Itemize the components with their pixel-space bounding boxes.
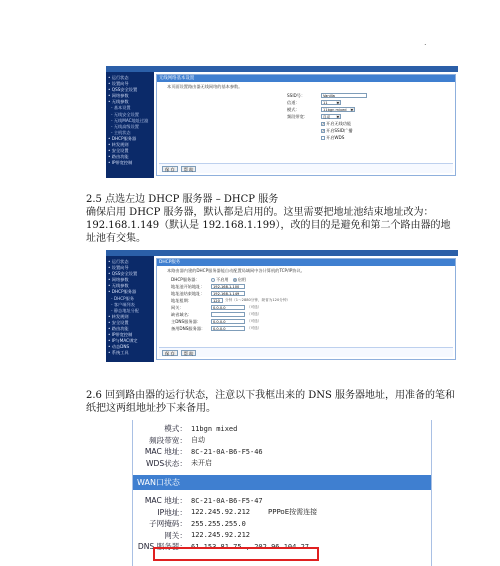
domain-label: 缺省域名： <box>171 311 192 317</box>
sidebar-item[interactable]: • IP与MAC绑定 <box>108 338 138 344</box>
sidebar-item[interactable]: - 静态地址分配 <box>111 307 139 313</box>
wireless-toggle-row <box>287 120 455 127</box>
save-button[interactable]: 保 存 <box>162 166 178 172</box>
dns1-row <box>171 318 455 325</box>
panel-title: 无线网络基本设置 <box>157 75 455 82</box>
wireless-basic-panel <box>156 74 456 176</box>
lease-input[interactable]: 120 <box>211 298 223 303</box>
mode-label: 模式： <box>287 106 300 112</box>
gateway-label: 网关： <box>171 304 184 310</box>
sidebar-item[interactable]: • IP带宽控制 <box>108 160 133 166</box>
mode-select[interactable] <box>321 107 355 112</box>
dns2-optional: （可选） <box>247 326 262 330</box>
channel-row <box>287 99 455 106</box>
panel-intro: 本页面设置路由器无线网络的基本参数。 <box>167 84 243 89</box>
ssid-input[interactable]: Vanilla <box>321 93 367 98</box>
dhcp-on-label: 启用 <box>237 276 246 282</box>
section-2-5-body: 确保启用 DHCP 服务器，默认都是启用的。这里需要把地址池结束地址改为：192.168.1.149（默认是 192.168.1.199），改的目的是避免和第二个路由器的地址池有交集。 <box>86 207 451 244</box>
mode-value: 11bgn mixed <box>323 107 347 112</box>
status-bandwidth-label: 频段带宽： <box>149 435 187 445</box>
pool-start-row <box>171 283 455 290</box>
status-bandwidth-row <box>133 435 431 447</box>
wan-mask-value: 255.255.255.0 <box>191 519 246 528</box>
sidebar-item[interactable]: - DHCP服务 <box>111 295 135 301</box>
status-wds-value: 未开启 <box>191 459 212 468</box>
channel-select[interactable] <box>321 100 341 105</box>
status-mode-row <box>133 423 431 435</box>
dns2-row <box>171 325 455 332</box>
router-status-screenshot <box>132 420 432 566</box>
status-mode-label: 模式： <box>164 424 187 434</box>
sidebar-item[interactable]: • DHCP服务器 <box>108 289 137 295</box>
gateway-optional: （可选） <box>247 305 262 309</box>
sidebar-item[interactable]: • 路由功能 <box>108 154 129 160</box>
status-bandwidth-value: 自动 <box>191 436 205 445</box>
bandwidth-select[interactable] <box>321 114 341 119</box>
domain-input[interactable] <box>211 312 245 317</box>
sidebar-item[interactable]: • 系统工具 <box>108 350 129 356</box>
wan-dns-value: 61.153.81.75 , 202.96.104.27 <box>191 542 310 551</box>
sidebar-item[interactable]: • 网络参数 <box>108 277 129 283</box>
ssid-row <box>287 92 455 99</box>
dns1-label: 主DNS服务器： <box>171 318 201 324</box>
status-mac-value: 8C-21-0A-B6-F5-46 <box>191 447 263 456</box>
chevron-down-icon: ▼ <box>336 100 339 105</box>
status-wds-label: WDS状态： <box>146 458 187 468</box>
wds-row <box>287 134 455 141</box>
status-mode-value: 11bgn mixed <box>191 424 238 433</box>
wireless-checkbox-label: 开启无线功能 <box>326 120 352 126</box>
ssid-broadcast-row <box>287 127 455 134</box>
sidebar-item[interactable]: • IP带宽控制 <box>108 332 133 338</box>
button-bar <box>159 347 453 357</box>
channel-label: 信道： <box>287 99 300 105</box>
help-button[interactable]: 帮 助 <box>181 166 197 172</box>
bandwidth-row <box>287 113 455 120</box>
status-mac-row <box>133 446 431 458</box>
pool-end-row <box>171 290 455 297</box>
wan-dns-label: DNS 服务器： <box>137 542 187 552</box>
status-wds-row <box>133 458 431 470</box>
router-sidebar <box>106 72 154 178</box>
pool-end-input[interactable]: 192.168.1.149 <box>211 291 245 296</box>
sidebar-item[interactable]: • 运行状态 <box>108 75 129 80</box>
ssid-label: SSID号： <box>287 92 306 98</box>
lease-hint: 分钟（1～2880分钟，缺省为120分钟） <box>225 298 291 302</box>
sidebar-item[interactable]: • 设置向导 <box>108 265 129 271</box>
sidebar-item[interactable]: • QSS安全设置 <box>108 87 138 93</box>
dhcp-on-radio[interactable] <box>233 278 237 282</box>
dns2-label: 备用DNS服务器： <box>171 325 206 331</box>
section-2-5-heading: 2.5 点选左边 DHCP 服务器 – DHCP 服务 <box>86 194 279 205</box>
wds-checkbox-label: 开启WDS <box>326 134 345 140</box>
wan-mac-label: MAC 地址： <box>144 496 187 506</box>
help-button[interactable]: 帮 助 <box>181 350 197 356</box>
pool-start-label: 地址池开始地址： <box>171 283 205 289</box>
sidebar-item[interactable]: • 转发规则 <box>108 142 129 148</box>
gateway-row <box>171 304 455 311</box>
save-button[interactable]: 保 存 <box>162 350 178 356</box>
wds-checkbox[interactable] <box>321 136 325 140</box>
sidebar-item[interactable]: • 设置向导 <box>108 81 129 87</box>
sidebar-item[interactable]: • 无线参数 <box>108 99 129 105</box>
sidebar-item[interactable]: • 路由功能 <box>108 326 129 332</box>
sidebar-item[interactable]: • DHCP服务器 <box>108 135 137 141</box>
channel-value: 11 <box>323 100 328 105</box>
mode-row <box>287 106 455 113</box>
lease-label: 地址租期： <box>171 297 192 303</box>
status-mac-label: MAC 地址： <box>144 447 187 457</box>
pool-end-label: 地址池结束地址： <box>171 290 205 296</box>
sidebar-item[interactable]: • 安全设置 <box>108 319 129 325</box>
sidebar-item[interactable]: - 客户端列表 <box>111 301 135 307</box>
wireless-settings-screenshot <box>106 66 458 178</box>
sidebar-item[interactable]: - 基本设置 <box>111 105 131 111</box>
ssid-broadcast-label: 开启SSID广播 <box>326 127 353 133</box>
sidebar-item[interactable]: • 无线参数 <box>108 283 129 289</box>
wan-mac-value: 8C-21-0A-B6-F5-47 <box>191 496 263 505</box>
router-sidebar <box>106 256 154 362</box>
sidebar-item[interactable]: • 动态DNS <box>108 344 130 350</box>
router-top-bar <box>106 250 458 256</box>
wan-ip-label: IP地址： <box>157 507 187 517</box>
dns2-input[interactable]: 0.0.0.0 <box>211 326 245 331</box>
wan-mask-row <box>133 518 431 530</box>
dhcp-off-radio[interactable] <box>211 278 215 282</box>
lease-row <box>171 297 455 304</box>
router-top-bar <box>106 66 458 72</box>
wan-connection-type: PPPoE按需连接 <box>268 508 318 517</box>
bandwidth-label: 频段带宽： <box>287 113 308 119</box>
sidebar-item[interactable]: - 无线MAC地址过滤 <box>111 117 149 123</box>
sidebar-item[interactable]: • 运行状态 <box>108 259 129 264</box>
wan-mac-row <box>133 495 431 507</box>
wan-mask-label: 子网掩码： <box>149 519 187 529</box>
panel-title: DHCP服务 <box>157 259 455 266</box>
sidebar-item[interactable]: - 无线安全设置 <box>111 111 139 117</box>
dns1-optional: （可选） <box>247 319 262 323</box>
dns-highlight-box <box>153 547 319 561</box>
dhcp-server-row <box>171 276 455 283</box>
pool-start-input[interactable]: 192.168.1.100 <box>211 284 245 289</box>
section-2-6-body: 2.6 回到路由器的运行状态，注意以下我框出来的 DNS 服务器地址，用准备的笔和纸把这两组地址抄下来备用。 <box>86 390 456 414</box>
domain-optional: （可选） <box>247 312 262 316</box>
wan-ip-row <box>133 507 431 519</box>
panel-intro: 本路由器内建的DHCP服务器能自动配置局域网中各计算机的TCP/IP协议。 <box>167 268 305 273</box>
dhcp-panel <box>156 258 456 360</box>
wan-gateway-label: 网关： <box>164 530 187 540</box>
dns1-input[interactable]: 0.0.0.0 <box>211 319 245 324</box>
wireless-checkbox[interactable]: ✓ <box>322 121 326 126</box>
wan-status-header: WAN口状态 <box>133 475 431 490</box>
dhcp-settings-screenshot <box>106 250 458 362</box>
chevron-down-icon: ▼ <box>350 107 353 112</box>
sidebar-item[interactable]: - 无线高级设置 <box>111 123 139 129</box>
gateway-input[interactable]: 0.0.0.0 <box>211 305 245 310</box>
page-mark: . <box>424 38 427 47</box>
dhcp-server-label: DHCP服务器： <box>171 276 200 282</box>
sidebar-item[interactable]: • 安全设置 <box>108 148 129 154</box>
bandwidth-value: 自动 <box>323 114 331 119</box>
wan-ip-value: 122.245.92.212 <box>191 508 251 517</box>
wan-gateway-row <box>133 530 431 542</box>
button-bar <box>159 163 453 173</box>
sidebar-item[interactable]: • QSS安全设置 <box>108 271 138 277</box>
sidebar-item[interactable]: • 转发规则 <box>108 313 129 319</box>
sidebar-item[interactable]: - 主机状态 <box>111 129 131 135</box>
sidebar-item[interactable]: • 网络参数 <box>108 93 129 99</box>
wan-gateway-value: 122.245.92.212 <box>191 531 251 540</box>
dhcp-off-label: 不启用 <box>216 276 229 282</box>
chevron-down-icon: ▼ <box>336 114 339 119</box>
domain-row <box>171 311 455 318</box>
ssid-broadcast-checkbox[interactable]: ✓ <box>322 128 326 133</box>
